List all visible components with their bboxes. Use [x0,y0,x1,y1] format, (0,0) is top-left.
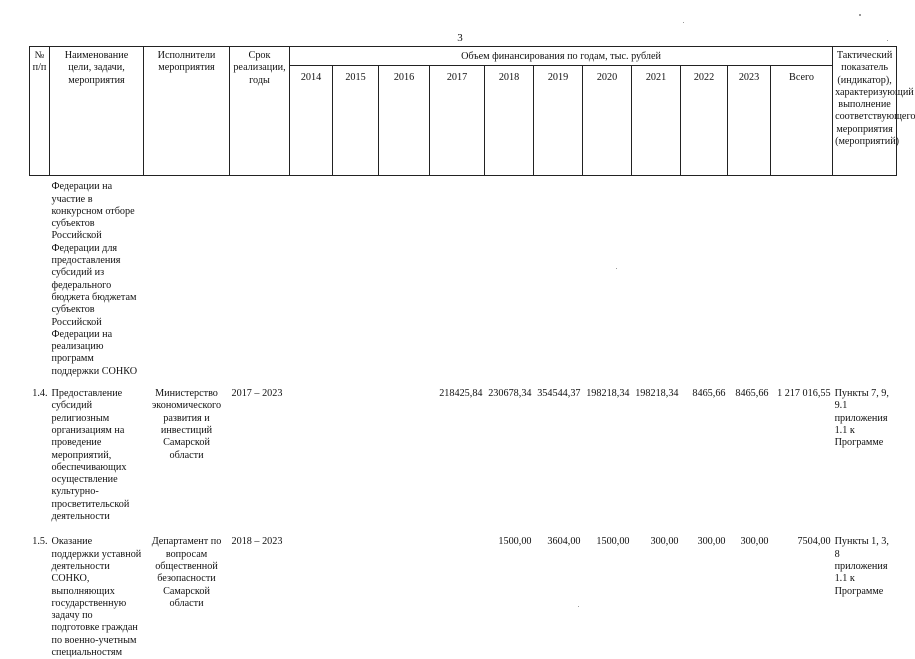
row-value: 218425,84 [439,388,483,400]
header-year: 2022 [681,66,728,176]
header-year: 2018 [485,66,534,176]
header-num: № п/п [30,47,50,176]
row-value [681,176,728,384]
row-value [333,176,379,384]
row-name: Федерации на участие в конкурсном отборе субъектов Российской Федерации для предоставления субсидий из федерального бюджета бюджетам субъектов Российской Федерации на реализацию программ поддержки СОНКО [51,181,138,377]
table-row [30,531,897,659]
row-value [290,531,333,659]
header-period: Срок реализации, годы [230,47,290,176]
header-executors: Исполнители мероприятия [144,47,230,176]
row-value: 354544,37 [537,388,581,400]
row-value [290,384,333,531]
row-value: 230678,34 [488,388,532,400]
row-value [379,531,430,659]
header-year: 2023 [728,66,771,176]
row-executor: Департамент по вопросам общественной безопасности Самарской области [151,536,222,609]
header-funding: Объем финансирования по годам, тыс. рублей [290,47,833,66]
row-num: 1.5. [32,536,48,548]
header-year: 2014 [290,66,333,176]
row-num: 1.4. [32,388,48,400]
row-period: 2017 – 2023 [231,388,283,400]
header-year: 2020 [583,66,632,176]
header-name: Наименование цели, задачи, мероприятия [50,47,144,176]
page-number: 3 [457,32,463,44]
header-year: 2016 [379,66,430,176]
row-name: Оказание поддержки уставной деятельности СОНКО, выполняющих государственную задачу по подготовке граждан по военно-учетным специальностям [51,536,142,658]
header-row [30,47,897,66]
scan-speck [887,40,888,41]
row-value: 300,00 [697,536,726,548]
row-indicator: Пункты 1, 3, 8 приложения 1.1 к Программе [834,536,889,597]
row-indicator [833,176,897,384]
row-value [430,531,485,659]
header-indicator: Тактический показатель (индикатор), характеризующий выполнение соответствующего мероприятия (мероприятий) [833,47,897,176]
row-value: 8465,66 [692,388,726,400]
row-value: 300,00 [740,536,769,548]
table-row [30,176,897,384]
row-num [30,176,50,384]
row-indicator: Пункты 7, 9, 9.1 приложения 1.1 к Программе [834,388,889,449]
row-total: 7504,00 [797,536,831,548]
header-year: 2017 [430,66,485,176]
row-value: 300,00 [650,536,679,548]
header-total: Всего [771,66,833,176]
row-value: 198218,34 [635,388,679,400]
row-value: 3604,00 [547,536,581,548]
row-total: 1 217 016,55 [777,388,831,400]
row-executor: Министерство экономического развития и инвестиций Самарской области [151,388,222,461]
scan-speck [859,14,861,16]
row-name: Предоставление субсидий религиозным организациям на проведение мероприятий, обеспечивающих осуществление культурно-просветительской деятельности [51,388,130,523]
row-value [632,176,681,384]
row-period: 2018 – 2023 [231,536,283,548]
header-year: 2015 [333,66,379,176]
row-value [485,176,534,384]
row-period [230,176,290,384]
row-value [333,531,379,659]
scan-speck [616,268,617,269]
row-value: 198218,34 [586,388,630,400]
row-value [534,176,583,384]
row-value [379,176,430,384]
scan-speck [683,22,684,23]
row-value: 1500,00 [596,536,630,548]
row-value [583,176,632,384]
row-executor [144,176,230,384]
header-year: 2019 [534,66,583,176]
header-year: 2021 [632,66,681,176]
row-value [379,384,430,531]
row-value: 1500,00 [498,536,532,548]
row-value: 8465,66 [735,388,769,400]
row-value [333,384,379,531]
row-value [290,176,333,384]
row-value [430,176,485,384]
row-total [771,176,833,384]
row-value [728,176,771,384]
scan-speck [578,606,579,607]
table-row [30,384,897,531]
financing-table [29,46,915,659]
